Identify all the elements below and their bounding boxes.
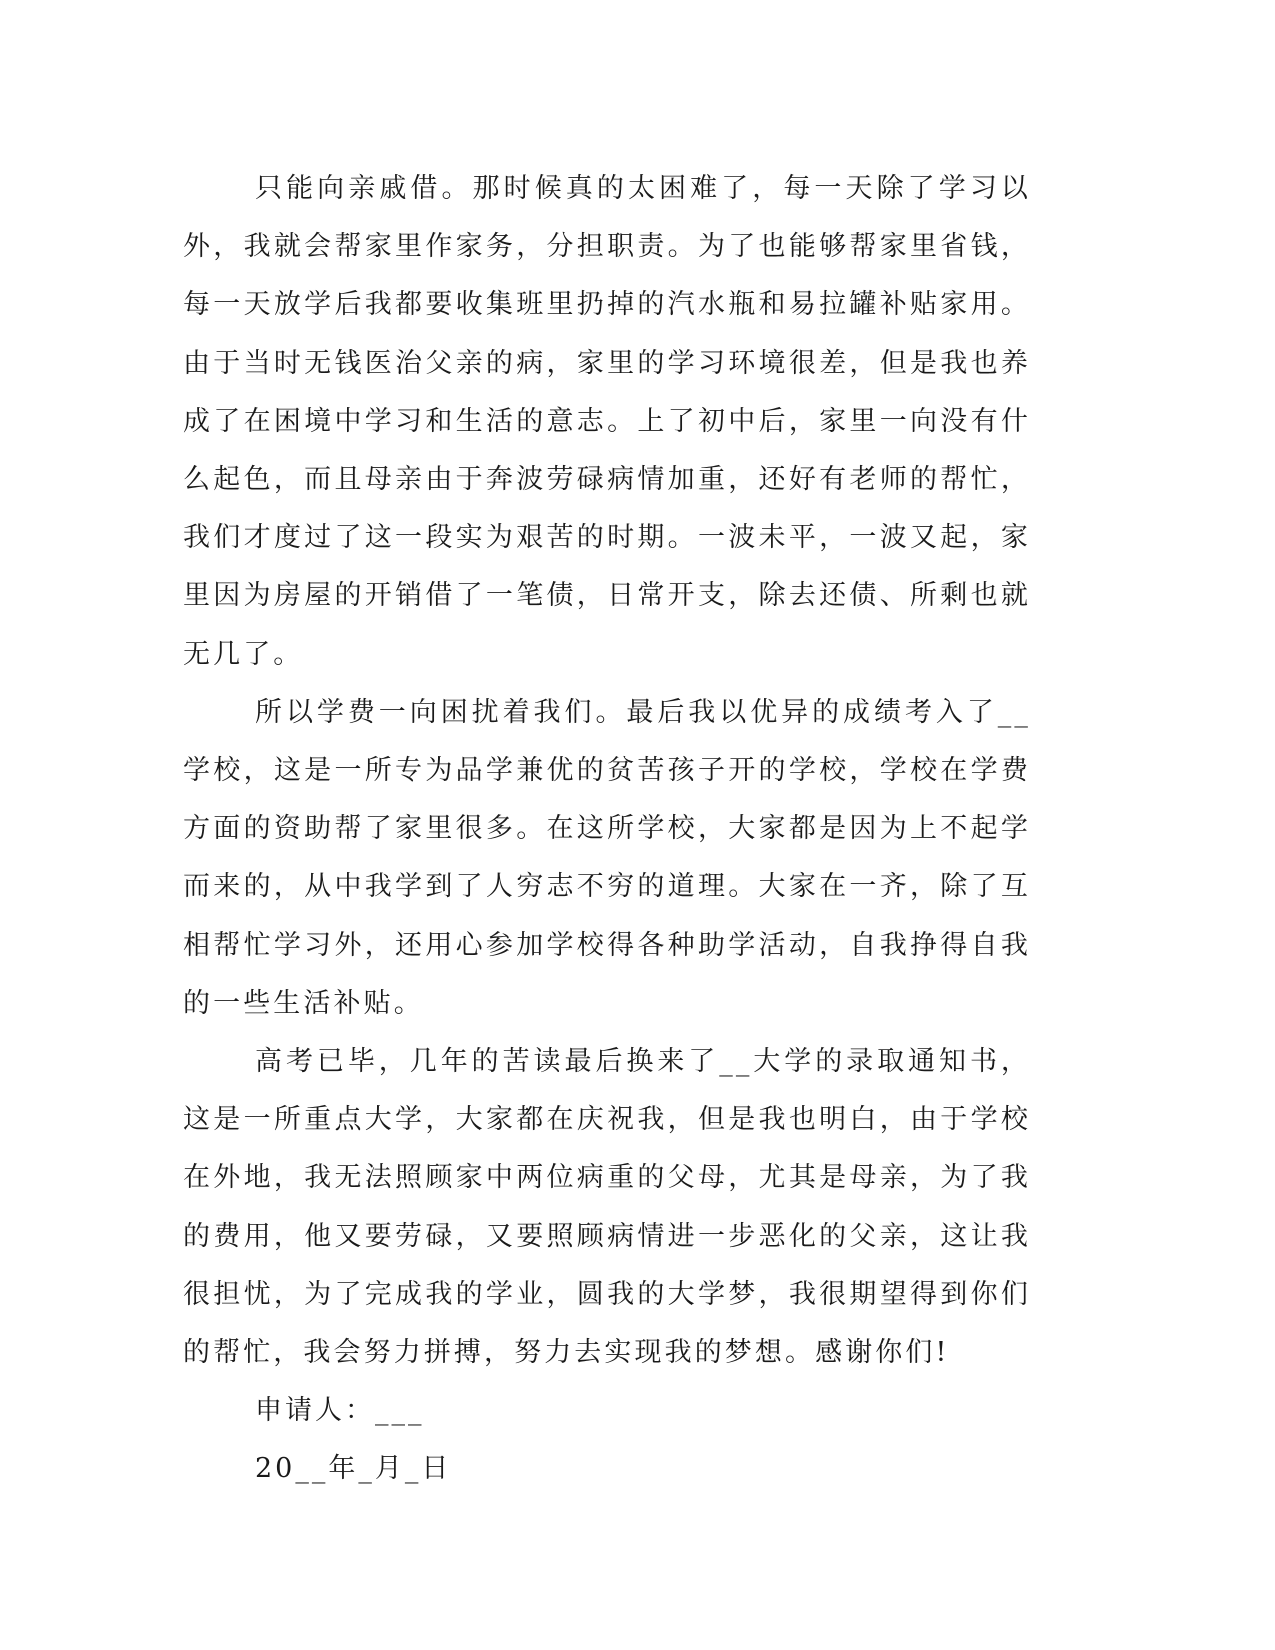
applicant-signature-line: 申请人：___ <box>255 1395 425 1427</box>
date-line: 20__年_月_日 <box>255 1453 452 1485</box>
paragraph-3: 高考已毕，几年的苦读最后换来了__大学的录取通知书，这是一所重点大学，大家都在庆祝我，但是我也明白，由于学校在外地，我无法照顾家中两位病重的父母，尤其是母亲，为了我的费用，他又要劳碌，又要照顾病情进一步恶化的父亲，这让我很担忧，为了完成我的学业，圆我的大学梦，我很期望得到你们的帮忙，我会努力拼搏，努力去实现我的梦想。感谢你们! <box>183 1046 1031 1369</box>
paragraph-2: 所以学费一向困扰着我们。最后我以优异的成绩考入了__学校，这是一所专为品学兼优的贫苦孩子开的学校，学校在学费方面的资助帮了家里很多。在这所学校，大家都是因为上不起学而来的，从中我学到了人穷志不穷的道理。大家在一齐，除了互相帮忙学习外，还用心参加学校得各种助学活动，自我挣得自我的一些生活补贴。 <box>183 696 1031 1019</box>
letter-body <box>183 160 1031 1499</box>
paragraph-1: 只能向亲戚借。那时候真的太困难了，每一天除了学习以外，我就会帮家里作家务，分担职责。为了也能够帮家里省钱，每一天放学后我都要收集班里扔掉的汽水瓶和易拉罐补贴家用。由于当时无钱医治父亲的病，家里的学习环境很差，但是我也养成了在困境中学习和生活的意志。上了初中后，家里一向没有什么起色，而且母亲由于奔波劳碌病情加重，还好有老师的帮忙，我们才度过了这一段实为艰苦的时期。一波未平，一波又起，家里因为房屋的开销借了一笔债，日常开支，除去还债、所剩也就无几了。 <box>183 173 1031 670</box>
